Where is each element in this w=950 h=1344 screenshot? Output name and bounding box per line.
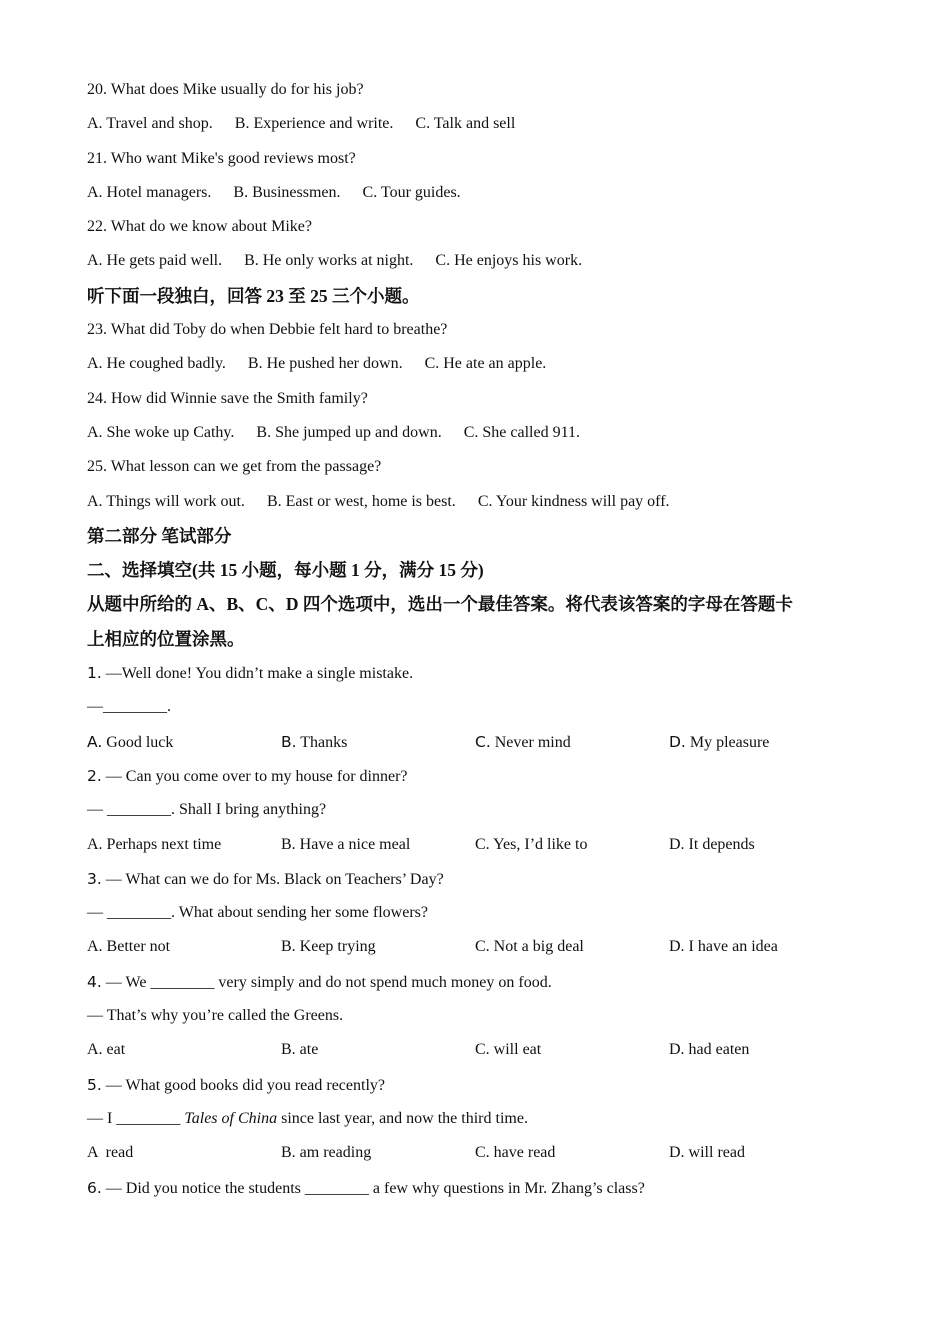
exam-page	[87, 73, 877, 1205]
question-22-option-a: A. He gets paid well.	[87, 252, 223, 270]
question-3-text: — What can we do for Ms. Black on Teachers’ Day?	[105, 870, 444, 888]
question-5-options	[87, 1136, 877, 1170]
question-6-number: 6.	[87, 1178, 102, 1197]
question-22-option-c: C. He enjoys his work.	[435, 252, 583, 270]
question-20-options	[87, 107, 877, 141]
question-5-option-c: C. have read	[475, 1144, 556, 1162]
question-4-option-d: D. had eaten	[669, 1041, 750, 1059]
question-4-option-c: C. will eat	[475, 1041, 542, 1059]
option-letter: D.	[669, 732, 686, 751]
question-2-text: — Can you come over to my house for dinner?	[105, 767, 408, 785]
question-20-option-a: A. Travel and shop.	[87, 115, 213, 133]
question-2-option-b: B. Have a nice meal	[281, 835, 411, 853]
question-1-option-c	[475, 725, 669, 760]
question-23-options	[87, 347, 877, 381]
section-instruction-line-2: 上相应的位置涂黑。	[87, 628, 245, 649]
question-21-option-b: B. Businessmen.	[233, 183, 341, 201]
question-4-line-1	[87, 965, 877, 999]
question-24-option-b: B. She jumped up and down.	[256, 423, 442, 441]
question-2-number: 2.	[87, 766, 102, 785]
question-2-line-2: — ________. Shall I bring anything?	[87, 801, 327, 819]
question-25-stem: 25. What lesson can we get from the passage?	[87, 458, 382, 476]
question-5-text: — What good books did you read recently?	[105, 1076, 385, 1094]
question-1-number: 1.	[87, 664, 102, 683]
question-1-text: —Well done! You didn’t make a single mistake.	[105, 665, 414, 683]
option-text: My pleasure	[689, 733, 770, 751]
part-two-title: 第二部分 笔试部分	[87, 525, 232, 546]
question-25-options	[87, 485, 877, 519]
question-20-stem: 20. What does Mike usually do for his job?	[87, 81, 364, 98]
question-4-option-b: B. ate	[281, 1041, 319, 1059]
question-2-option-c: C. Yes, I’d like to	[475, 835, 588, 853]
question-24-option-a: A. She woke up Cathy.	[87, 423, 235, 441]
question-1-option-b	[281, 725, 475, 760]
question-23-option-a: A. He coughed badly.	[87, 355, 226, 373]
option-text: Thanks	[300, 733, 348, 751]
question-25-option-a: A. Things will work out.	[87, 492, 245, 510]
question-5-line-2	[87, 1102, 877, 1136]
question-23-option-c: C. He ate an apple.	[424, 355, 547, 373]
option-letter: C.	[475, 732, 491, 751]
question-1-options	[87, 725, 877, 759]
question-5-text-post: since last year, and now the third time.	[277, 1109, 528, 1127]
option-letter: B.	[281, 732, 297, 751]
question-22-option-b: B. He only works at night.	[244, 252, 414, 270]
question-3-option-c: C. Not a big deal	[475, 938, 584, 956]
question-5-number: 5.	[87, 1075, 102, 1094]
question-4-text: — We ________ very simply and do not spend much money on food.	[105, 973, 552, 991]
question-2-option-d: D. It depends	[669, 835, 755, 853]
question-23-stem: 23. What did Toby do when Debbie felt hard to breathe?	[87, 321, 448, 339]
question-4-option-a: A. eat	[87, 1041, 126, 1059]
question-21-options	[87, 176, 877, 210]
section-instruction-line-1: 从题中所给的 A、B、C、D 四个选项中，选出一个最佳答案。将代表该答案的字母在答题卡	[87, 594, 793, 615]
question-20-option-c: C. Talk and sell	[415, 115, 516, 133]
question-5-option-d: D. will read	[669, 1144, 745, 1162]
question-24-options	[87, 416, 877, 450]
option-text: Good luck	[106, 733, 174, 751]
question-4-number: 4.	[87, 972, 102, 991]
question-3-option-a: A. Better not	[87, 938, 171, 956]
question-6-text: — Did you notice the students ________ a few why questions in Mr. Zhang’s class?	[105, 1179, 645, 1197]
question-4-options	[87, 1033, 877, 1067]
question-5-line-1	[87, 1068, 877, 1102]
question-2-options	[87, 828, 877, 862]
question-22-stem: 22. What do we know about Mike?	[87, 218, 312, 236]
question-24-stem: 24. How did Winnie save the Smith family?	[87, 389, 368, 407]
question-5-option-b: B. am reading	[281, 1144, 372, 1162]
question-21-option-a: A. Hotel managers.	[87, 183, 212, 201]
option-text: Never mind	[494, 733, 571, 751]
question-2-option-a: A. Perhaps next time	[87, 835, 222, 853]
option-letter: A.	[87, 732, 103, 751]
question-23-option-b: B. He pushed her down.	[247, 355, 403, 373]
question-3-option-b: B. Keep trying	[281, 938, 376, 956]
question-24-option-c: C. She called 911.	[463, 423, 580, 441]
section-two-title: 二、选择填空(共 15 小题，每小题 1 分，满分 15 分)	[87, 560, 484, 581]
question-1-line-2: —________.	[87, 698, 171, 716]
question-3-line-1	[87, 862, 877, 896]
question-21-stem: 21. Who want Mike's good reviews most?	[87, 149, 356, 167]
question-3-number: 3.	[87, 869, 102, 888]
question-5-text-pre: — I ________	[87, 1109, 185, 1127]
question-21-option-c: C. Tour guides.	[362, 183, 461, 201]
question-2-line-1	[87, 759, 877, 793]
question-1-option-a	[87, 725, 281, 760]
question-22-options	[87, 244, 877, 278]
question-3-options	[87, 930, 877, 964]
question-25-option-b: B. East or west, home is best.	[266, 492, 456, 510]
book-title: Tales of China	[184, 1109, 278, 1127]
question-3-line-2: — ________. What about sending her some flowers?	[87, 904, 428, 922]
question-5-option-a: A read	[87, 1144, 134, 1162]
question-20-option-b: B. Experience and write.	[234, 115, 394, 133]
question-1-option-d	[669, 725, 869, 760]
monologue-instruction: 听下面一段独白，回答 23 至 25 三个小题。	[87, 285, 420, 306]
question-1-line-1	[87, 656, 877, 690]
question-4-line-2: — That’s why you’re called the Greens.	[87, 1007, 344, 1025]
question-6-line-1	[87, 1171, 877, 1205]
question-3-option-d: D. I have an idea	[669, 938, 778, 956]
question-25-option-c: C. Your kindness will pay off.	[477, 492, 670, 510]
